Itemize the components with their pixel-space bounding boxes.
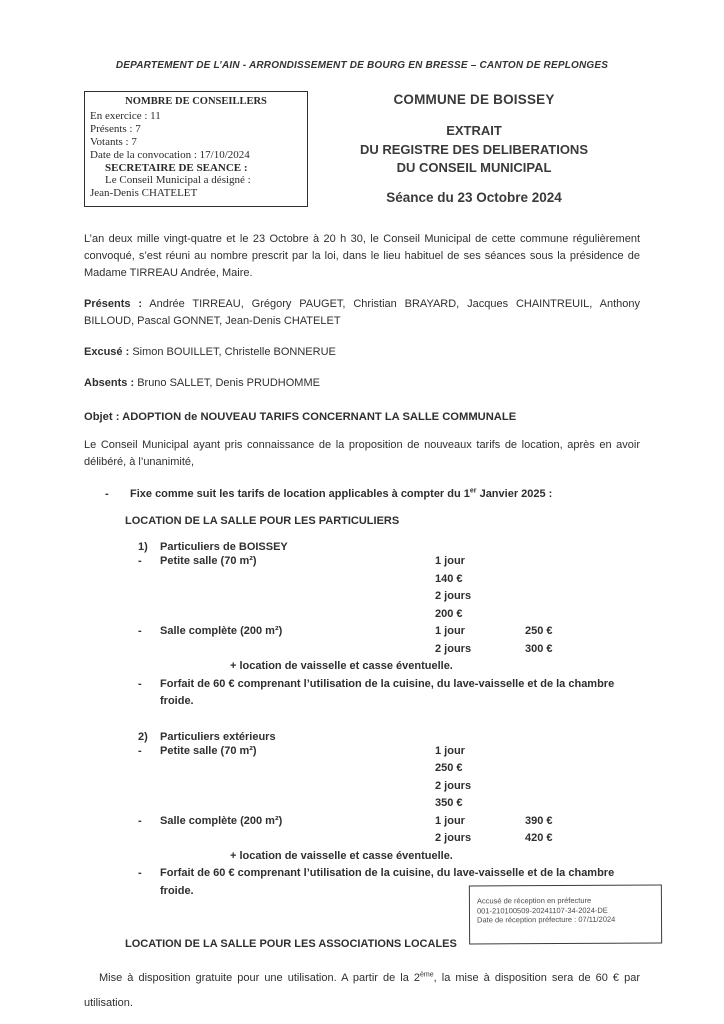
- dash-bullet: -: [138, 555, 142, 568]
- intro-paragraph: L’an deux mille vingt-quatre et le 23 Octobre à 20 h 30, le Conseil Municipal de cette commune régulièrement convoqué, s’est réuni au nombre prescrit par la loi, dans le lieu habituel de ses séances sous la présidence de Madame TIRREAU Andrée, Maire.: [84, 233, 640, 280]
- fixe-text: [130, 488, 552, 500]
- tariff-cells: [435, 553, 525, 623]
- tariff-duration: 200 €: [435, 607, 463, 620]
- presents-label: Présents :: [84, 298, 143, 311]
- group-number: 1): [138, 541, 148, 554]
- title-block: [308, 91, 640, 207]
- objet-text: ADOPTION de NOUVEAU TARIFS CONCERNANT LA SALLE COMMUNALE: [122, 411, 517, 424]
- dash-bullet: -: [138, 744, 142, 757]
- group-title: Particuliers de BOISSEY: [160, 541, 288, 554]
- tariff-label: Petite salle (70 m²): [160, 555, 257, 568]
- council-convocation-date: Date de la convocation : 17/10/2024: [90, 148, 250, 161]
- council-box-title: NOMBRE DE CONSEILLERS: [125, 96, 267, 107]
- dash-bullet: -: [138, 677, 142, 690]
- council-info-box: [84, 91, 308, 207]
- tariff-duration: 350 €: [435, 797, 463, 810]
- commune-title: COMMUNE DE BOISSEY: [393, 92, 555, 107]
- tariff-cells: [435, 623, 553, 658]
- tariff-row-salle-complete: [138, 623, 640, 658]
- deliberation-paragraph: Le Conseil Municipal ayant pris connaissance de la proposition de nouveaux tarifs de location, après en avoir délibéré, à l’unanimité,: [84, 439, 640, 469]
- secretary-name: Jean-Denis CHATELET: [90, 187, 198, 200]
- tariff-price: 300 €: [525, 642, 553, 655]
- fixe-line: [84, 488, 640, 500]
- group-title: Particuliers extérieurs: [160, 730, 276, 743]
- tariff-duration: 1 jour: [435, 625, 465, 638]
- stamp-line-2: 001-210100509-20241107-34-2024-DE: [476, 905, 608, 915]
- fixe-text-start: Fixe comme suit les tarifs de location applicables à compter du 1: [130, 488, 470, 501]
- tariff-cells: [435, 743, 525, 813]
- absents-label: Absents :: [84, 377, 135, 390]
- extrait-line-1: EXTRAIT: [446, 123, 502, 138]
- presents-names: Andrée TIRREAU, Grégory PAUGET, Christian BRAYARD, Jacques CHAINTREUIL, Anthony BILLOUD, Pascal GONNET, Jean-Denis CHATELET: [84, 298, 640, 328]
- tariff-duration: 2 jours: [435, 642, 472, 655]
- vaisselle-note: + location de vaisselle et casse éventuelle.: [230, 660, 453, 673]
- tariff-row-salle-complete: [138, 813, 640, 848]
- tariff-duration: 1 jour: [435, 744, 465, 757]
- forfait-row: [138, 676, 640, 711]
- extrait-line-3: DU CONSEIL MUNICIPAL: [396, 160, 552, 175]
- absents-line: [84, 375, 640, 392]
- associations-paragraph: [84, 966, 640, 1016]
- dash-bullet: -: [138, 814, 142, 827]
- council-en-exercice: En exercice : 11: [90, 109, 161, 122]
- tariff-label: Salle complète (200 m²): [160, 625, 283, 638]
- document-header-line: DEPARTEMENT DE L’AIN - ARRONDISSEMENT DE BOURG EN BRESSE – CANTON DE REPLONGES: [115, 60, 609, 71]
- prefecture-reception-stamp: [469, 884, 662, 944]
- fixe-text-end: Janvier 2025 :: [476, 488, 553, 501]
- group-number: 2): [138, 730, 148, 743]
- council-presents-count: Présents : 7: [90, 122, 141, 135]
- tariff-duration: 1 jour: [435, 814, 465, 827]
- tariff-duration: 2 jours: [435, 832, 472, 845]
- associations-text-end: , la mise à disposition sera de 60 € par utilisation.: [84, 972, 640, 1010]
- stamp-line-3: Date de réception préfecture : 07/11/2024: [477, 914, 616, 925]
- tariff-duration: 2 jours: [435, 779, 472, 792]
- tariff-duration: 2 jours: [435, 590, 472, 603]
- objet-label: Objet :: [84, 411, 120, 424]
- tariff-label: Salle complète (200 m²): [160, 814, 283, 827]
- secretary-designation-line: Le Conseil Municipal a désigné :: [105, 174, 251, 187]
- objet-line: [84, 411, 640, 423]
- stamp-line-1: Accusé de réception en préfecture: [476, 895, 592, 906]
- associations-superscript: ème: [420, 971, 434, 979]
- dash-bullet: -: [138, 867, 142, 880]
- group-title-row: [138, 541, 640, 553]
- tariff-row-petite-salle: [138, 743, 640, 813]
- top-row: [84, 91, 640, 207]
- vaisselle-note: + location de vaisselle et casse éventuelle.: [230, 849, 453, 862]
- extrait-title: [308, 122, 640, 178]
- extrait-line-2: DU REGISTRE DES DELIBERATIONS: [359, 141, 588, 157]
- forfait-note: Forfait de 60 € comprenant l’utilisation de la cuisine, du lave-vaisselle et de la chambre froide.: [160, 677, 615, 708]
- tariff-group-boissey: [138, 541, 640, 711]
- secretary-title: SECRETAIRE DE SEANCE :: [105, 161, 248, 174]
- absents-names: Bruno SALLET, Denis PRUDHOMME: [137, 377, 320, 390]
- tariff-price: 250 €: [525, 625, 553, 638]
- excuse-line: [84, 344, 640, 361]
- tariff-price: 420 €: [525, 832, 553, 845]
- associations-text-start: Mise à disposition gratuite pour une utilisation. A partir de la 2: [99, 972, 421, 985]
- particuliers-section-heading: LOCATION DE LA SALLE POUR LES PARTICULIERS: [125, 515, 400, 528]
- tariff-duration: 1 jour: [435, 555, 465, 568]
- council-votants-count: Votants : 7: [90, 135, 137, 148]
- associations-section-heading: LOCATION DE LA SALLE POUR LES ASSOCIATIONS LOCALES: [125, 938, 457, 951]
- tariff-cells: [435, 813, 553, 848]
- tariff-duration: 140 €: [435, 572, 463, 585]
- tariff-duration: 250 €: [435, 762, 463, 775]
- forfait-note: Forfait de 60 € comprenant l’utilisation de la cuisine, du lave-vaisselle et de la chambre froide.: [160, 867, 615, 897]
- tariff-label: Petite salle (70 m²): [160, 744, 257, 757]
- group-title-row: [138, 731, 640, 743]
- dash-bullet: -: [105, 488, 109, 501]
- excuse-label: Excusé :: [84, 346, 130, 359]
- tariff-price: 390 €: [525, 814, 553, 827]
- fixe-superscript: er: [469, 487, 477, 495]
- presents-line: [84, 296, 640, 330]
- tariff-group-exterieurs: [138, 731, 640, 901]
- dash-bullet: -: [138, 625, 142, 638]
- tariff-row-petite-salle: [138, 553, 640, 623]
- excuse-names: Simon BOUILLET, Christelle BONNERUE: [132, 346, 336, 359]
- seance-date: Séance du 23 Octobre 2024: [386, 189, 562, 205]
